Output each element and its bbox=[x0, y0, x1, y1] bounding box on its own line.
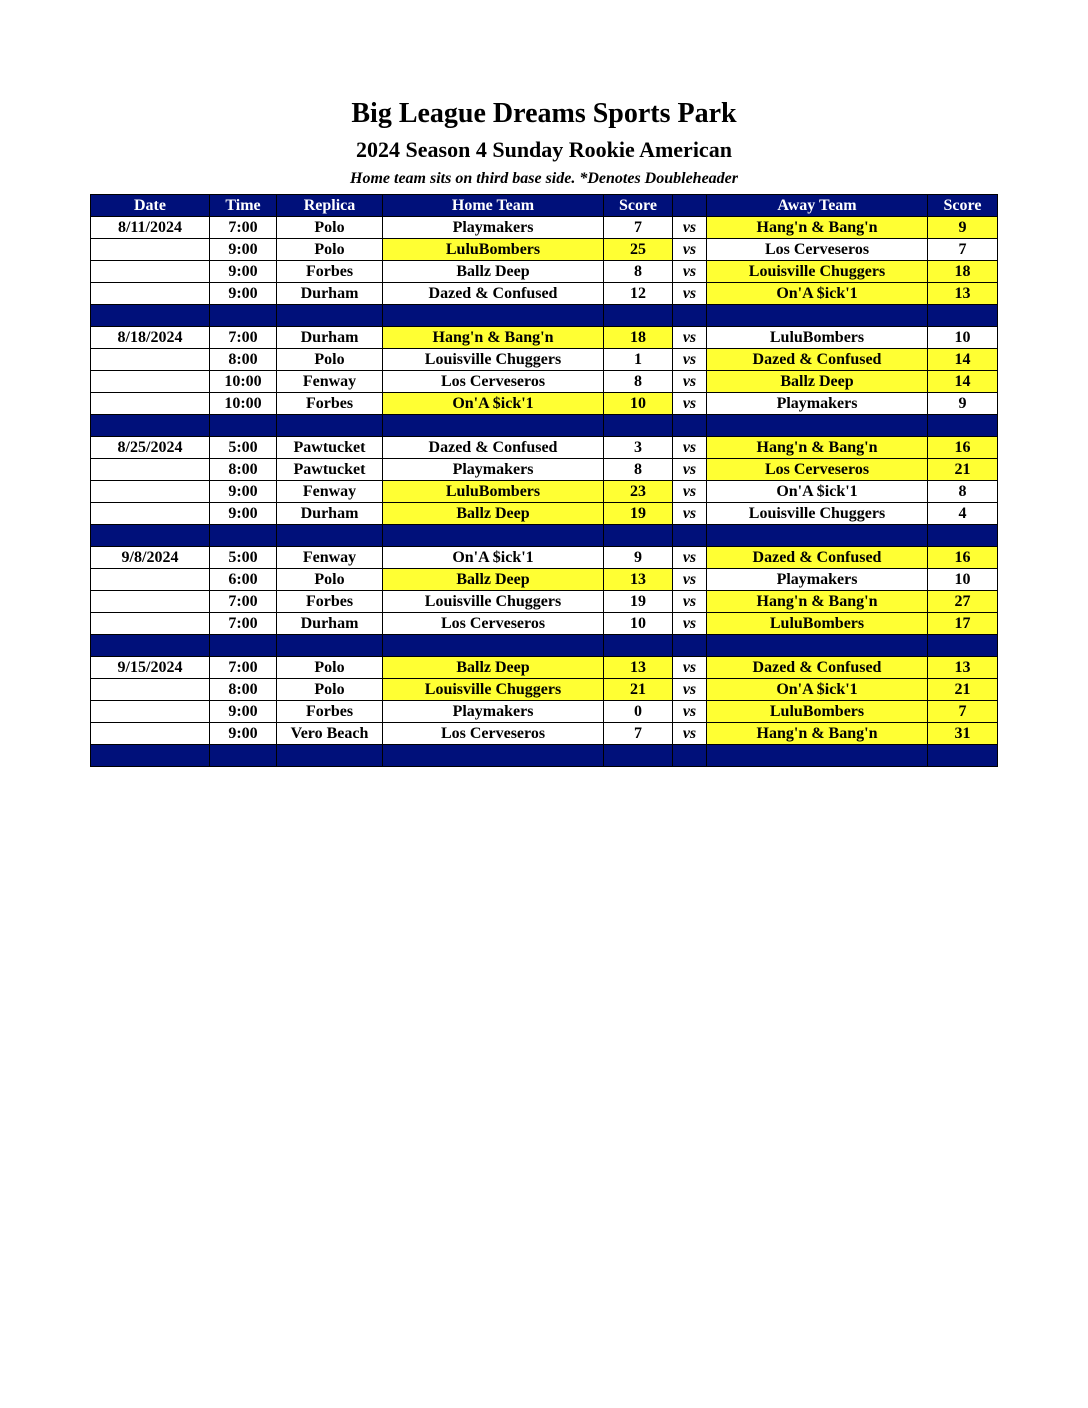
game-replica-field: Polo bbox=[277, 569, 383, 591]
home-team-name: Hang'n & Bang'n bbox=[383, 327, 604, 349]
game-replica-field: Forbes bbox=[277, 393, 383, 415]
game-row bbox=[91, 371, 998, 393]
game-row bbox=[91, 349, 998, 371]
away-team-name: Dazed & Confused bbox=[707, 349, 928, 371]
home-team-score: 25 bbox=[604, 239, 673, 261]
separator-cell bbox=[277, 525, 383, 547]
schedule-body bbox=[91, 217, 998, 767]
game-time: 9:00 bbox=[210, 723, 277, 745]
separator-cell bbox=[91, 415, 210, 437]
schedule-table bbox=[90, 194, 998, 767]
game-row bbox=[91, 613, 998, 635]
vs-label: vs bbox=[673, 437, 707, 459]
away-team-name: Los Cerveseros bbox=[707, 459, 928, 481]
game-replica-field: Forbes bbox=[277, 701, 383, 723]
home-team-name: On'A $ick'1 bbox=[383, 393, 604, 415]
game-date: 8/25/2024 bbox=[91, 437, 210, 459]
away-team-score: 10 bbox=[928, 569, 998, 591]
away-team-name: Hang'n & Bang'n bbox=[707, 723, 928, 745]
game-replica-field: Fenway bbox=[277, 547, 383, 569]
home-team-score: 18 bbox=[604, 327, 673, 349]
vs-label: vs bbox=[673, 701, 707, 723]
away-team-score: 14 bbox=[928, 349, 998, 371]
away-team-score: 10 bbox=[928, 327, 998, 349]
away-team-name: Hang'n & Bang'n bbox=[707, 217, 928, 239]
separator-cell bbox=[673, 745, 707, 767]
game-replica-field: Polo bbox=[277, 679, 383, 701]
separator-cell bbox=[277, 305, 383, 327]
away-team-score: 7 bbox=[928, 239, 998, 261]
game-replica-field: Durham bbox=[277, 327, 383, 349]
vs-label: vs bbox=[673, 503, 707, 525]
vs-label: vs bbox=[673, 613, 707, 635]
away-team-score: 4 bbox=[928, 503, 998, 525]
separator-cell bbox=[91, 525, 210, 547]
home-team-name: Playmakers bbox=[383, 459, 604, 481]
column-header-home-score: Score bbox=[604, 195, 673, 217]
game-row bbox=[91, 217, 998, 239]
home-team-score: 19 bbox=[604, 591, 673, 613]
game-row bbox=[91, 723, 998, 745]
separator-cell bbox=[210, 635, 277, 657]
home-team-score: 7 bbox=[604, 723, 673, 745]
away-team-name: Los Cerveseros bbox=[707, 239, 928, 261]
game-date bbox=[91, 239, 210, 261]
separator-cell bbox=[91, 305, 210, 327]
vs-label: vs bbox=[673, 657, 707, 679]
separator-cell bbox=[383, 415, 604, 437]
game-row bbox=[91, 591, 998, 613]
game-date bbox=[91, 723, 210, 745]
game-date bbox=[91, 261, 210, 283]
separator-cell bbox=[210, 745, 277, 767]
game-row bbox=[91, 503, 998, 525]
home-team-name: Los Cerveseros bbox=[383, 723, 604, 745]
home-team-name: Louisville Chuggers bbox=[383, 591, 604, 613]
game-date bbox=[91, 679, 210, 701]
page-title: Big League Dreams Sports Park bbox=[351, 98, 737, 129]
separator-cell bbox=[604, 415, 673, 437]
home-team-name: Ballz Deep bbox=[383, 503, 604, 525]
separator-cell bbox=[707, 745, 928, 767]
game-replica-field: Forbes bbox=[277, 261, 383, 283]
game-time: 6:00 bbox=[210, 569, 277, 591]
game-time: 8:00 bbox=[210, 459, 277, 481]
home-team-score: 8 bbox=[604, 261, 673, 283]
game-row bbox=[91, 261, 998, 283]
column-header-date: Date bbox=[91, 195, 210, 217]
game-time: 8:00 bbox=[210, 679, 277, 701]
home-team-name: Ballz Deep bbox=[383, 569, 604, 591]
game-row bbox=[91, 481, 998, 503]
game-time: 7:00 bbox=[210, 591, 277, 613]
game-replica-field: Forbes bbox=[277, 591, 383, 613]
separator-cell bbox=[673, 305, 707, 327]
away-team-score: 27 bbox=[928, 591, 998, 613]
game-date: 9/8/2024 bbox=[91, 547, 210, 569]
separator-cell bbox=[707, 635, 928, 657]
schedule-note: Home team sits on third base side. *Denotes Doubleheader bbox=[350, 170, 738, 187]
away-team-name: On'A $ick'1 bbox=[707, 679, 928, 701]
column-header-home-team: Home Team bbox=[383, 195, 604, 217]
away-team-name: Hang'n & Bang'n bbox=[707, 591, 928, 613]
separator-cell bbox=[673, 415, 707, 437]
away-team-name: Playmakers bbox=[707, 393, 928, 415]
game-row bbox=[91, 547, 998, 569]
home-team-name: Dazed & Confused bbox=[383, 437, 604, 459]
game-replica-field: Polo bbox=[277, 239, 383, 261]
game-time: 5:00 bbox=[210, 437, 277, 459]
vs-label: vs bbox=[673, 591, 707, 613]
home-team-score: 23 bbox=[604, 481, 673, 503]
home-team-score: 13 bbox=[604, 569, 673, 591]
game-time: 9:00 bbox=[210, 701, 277, 723]
home-team-score: 0 bbox=[604, 701, 673, 723]
header-row bbox=[91, 195, 998, 217]
game-replica-field: Fenway bbox=[277, 371, 383, 393]
game-time: 9:00 bbox=[210, 283, 277, 305]
game-time: 7:00 bbox=[210, 613, 277, 635]
game-time: 10:00 bbox=[210, 371, 277, 393]
home-team-score: 10 bbox=[604, 613, 673, 635]
game-row bbox=[91, 283, 998, 305]
game-time: 8:00 bbox=[210, 349, 277, 371]
game-replica-field: Durham bbox=[277, 283, 383, 305]
game-replica-field: Polo bbox=[277, 657, 383, 679]
away-team-score: 16 bbox=[928, 547, 998, 569]
game-row bbox=[91, 239, 998, 261]
game-time: 5:00 bbox=[210, 547, 277, 569]
game-time: 7:00 bbox=[210, 657, 277, 679]
vs-label: vs bbox=[673, 261, 707, 283]
game-date bbox=[91, 283, 210, 305]
vs-label: vs bbox=[673, 569, 707, 591]
game-date bbox=[91, 591, 210, 613]
separator-cell bbox=[604, 525, 673, 547]
home-team-name: Los Cerveseros bbox=[383, 371, 604, 393]
home-team-score: 12 bbox=[604, 283, 673, 305]
away-team-name: LuluBombers bbox=[707, 327, 928, 349]
game-time: 10:00 bbox=[210, 393, 277, 415]
vs-label: vs bbox=[673, 393, 707, 415]
away-team-score: 13 bbox=[928, 283, 998, 305]
separator-cell bbox=[928, 415, 998, 437]
separator-cell bbox=[91, 745, 210, 767]
separator-cell bbox=[210, 415, 277, 437]
game-date bbox=[91, 459, 210, 481]
separator-cell bbox=[210, 525, 277, 547]
column-header-away-score: Score bbox=[928, 195, 998, 217]
column-header-replica: Replica bbox=[277, 195, 383, 217]
vs-label: vs bbox=[673, 459, 707, 481]
home-team-score: 19 bbox=[604, 503, 673, 525]
home-team-score: 13 bbox=[604, 657, 673, 679]
away-team-score: 21 bbox=[928, 679, 998, 701]
separator-cell bbox=[928, 305, 998, 327]
home-team-name: Louisville Chuggers bbox=[383, 679, 604, 701]
separator-cell bbox=[707, 415, 928, 437]
separator-cell bbox=[604, 635, 673, 657]
separator-cell bbox=[604, 305, 673, 327]
game-replica-field: Fenway bbox=[277, 481, 383, 503]
vs-label: vs bbox=[673, 481, 707, 503]
column-header-vs bbox=[673, 195, 707, 217]
game-date bbox=[91, 569, 210, 591]
separator-cell bbox=[928, 525, 998, 547]
away-team-name: Dazed & Confused bbox=[707, 657, 928, 679]
home-team-name: Playmakers bbox=[383, 217, 604, 239]
game-date bbox=[91, 371, 210, 393]
home-team-score: 21 bbox=[604, 679, 673, 701]
vs-label: vs bbox=[673, 239, 707, 261]
away-team-score: 17 bbox=[928, 613, 998, 635]
away-team-score: 21 bbox=[928, 459, 998, 481]
separator-cell bbox=[383, 305, 604, 327]
column-header-time: Time bbox=[210, 195, 277, 217]
separator-cell bbox=[673, 635, 707, 657]
week-separator-row bbox=[91, 745, 998, 767]
separator-cell bbox=[928, 635, 998, 657]
game-replica-field: Polo bbox=[277, 349, 383, 371]
separator-cell bbox=[604, 745, 673, 767]
home-team-name: LuluBombers bbox=[383, 481, 604, 503]
separator-cell bbox=[383, 745, 604, 767]
home-team-score: 9 bbox=[604, 547, 673, 569]
page-subtitle: 2024 Season 4 Sunday Rookie American bbox=[356, 137, 732, 162]
game-replica-field: Polo bbox=[277, 217, 383, 239]
home-team-score: 10 bbox=[604, 393, 673, 415]
week-separator-row bbox=[91, 525, 998, 547]
away-team-name: LuluBombers bbox=[707, 613, 928, 635]
away-team-name: Louisville Chuggers bbox=[707, 261, 928, 283]
away-team-name: Louisville Chuggers bbox=[707, 503, 928, 525]
game-date: 8/11/2024 bbox=[91, 217, 210, 239]
home-team-name: Playmakers bbox=[383, 701, 604, 723]
away-team-score: 13 bbox=[928, 657, 998, 679]
separator-cell bbox=[383, 525, 604, 547]
separator-cell bbox=[277, 635, 383, 657]
game-date: 9/15/2024 bbox=[91, 657, 210, 679]
game-row bbox=[91, 327, 998, 349]
home-team-name: Louisville Chuggers bbox=[383, 349, 604, 371]
week-separator-row bbox=[91, 415, 998, 437]
separator-cell bbox=[383, 635, 604, 657]
game-replica-field: Durham bbox=[277, 613, 383, 635]
game-time: 7:00 bbox=[210, 217, 277, 239]
separator-cell bbox=[673, 525, 707, 547]
vs-label: vs bbox=[673, 547, 707, 569]
separator-cell bbox=[277, 745, 383, 767]
game-row bbox=[91, 657, 998, 679]
separator-cell bbox=[210, 305, 277, 327]
separator-cell bbox=[707, 525, 928, 547]
game-time: 7:00 bbox=[210, 327, 277, 349]
game-date bbox=[91, 613, 210, 635]
away-team-name: Hang'n & Bang'n bbox=[707, 437, 928, 459]
away-team-score: 18 bbox=[928, 261, 998, 283]
away-team-name: On'A $ick'1 bbox=[707, 283, 928, 305]
column-header-away-team: Away Team bbox=[707, 195, 928, 217]
game-date bbox=[91, 349, 210, 371]
home-team-name: On'A $ick'1 bbox=[383, 547, 604, 569]
game-date bbox=[91, 393, 210, 415]
home-team-score: 1 bbox=[604, 349, 673, 371]
home-team-name: Dazed & Confused bbox=[383, 283, 604, 305]
vs-label: vs bbox=[673, 723, 707, 745]
game-row bbox=[91, 393, 998, 415]
game-row bbox=[91, 569, 998, 591]
vs-label: vs bbox=[673, 679, 707, 701]
vs-label: vs bbox=[673, 327, 707, 349]
away-team-name: Playmakers bbox=[707, 569, 928, 591]
game-date bbox=[91, 481, 210, 503]
game-row bbox=[91, 679, 998, 701]
vs-label: vs bbox=[673, 371, 707, 393]
away-team-name: Ballz Deep bbox=[707, 371, 928, 393]
separator-cell bbox=[91, 635, 210, 657]
game-replica-field: Pawtucket bbox=[277, 437, 383, 459]
away-team-score: 8 bbox=[928, 481, 998, 503]
separator-cell bbox=[928, 745, 998, 767]
away-team-name: LuluBombers bbox=[707, 701, 928, 723]
week-separator-row bbox=[91, 635, 998, 657]
away-team-score: 31 bbox=[928, 723, 998, 745]
separator-cell bbox=[277, 415, 383, 437]
vs-label: vs bbox=[673, 217, 707, 239]
game-time: 9:00 bbox=[210, 261, 277, 283]
game-replica-field: Pawtucket bbox=[277, 459, 383, 481]
game-row bbox=[91, 701, 998, 723]
vs-label: vs bbox=[673, 349, 707, 371]
vs-label: vs bbox=[673, 283, 707, 305]
home-team-score: 8 bbox=[604, 371, 673, 393]
week-separator-row bbox=[91, 305, 998, 327]
game-date bbox=[91, 701, 210, 723]
home-team-name: Ballz Deep bbox=[383, 657, 604, 679]
away-team-name: Dazed & Confused bbox=[707, 547, 928, 569]
game-time: 9:00 bbox=[210, 503, 277, 525]
home-team-name: LuluBombers bbox=[383, 239, 604, 261]
game-row bbox=[91, 459, 998, 481]
away-team-score: 14 bbox=[928, 371, 998, 393]
game-replica-field: Durham bbox=[277, 503, 383, 525]
separator-cell bbox=[707, 305, 928, 327]
away-team-score: 9 bbox=[928, 393, 998, 415]
away-team-score: 7 bbox=[928, 701, 998, 723]
game-replica-field: Vero Beach bbox=[277, 723, 383, 745]
game-time: 9:00 bbox=[210, 481, 277, 503]
game-date: 8/18/2024 bbox=[91, 327, 210, 349]
home-team-name: Los Cerveseros bbox=[383, 613, 604, 635]
away-team-score: 16 bbox=[928, 437, 998, 459]
home-team-score: 8 bbox=[604, 459, 673, 481]
away-team-name: On'A $ick'1 bbox=[707, 481, 928, 503]
home-team-score: 3 bbox=[604, 437, 673, 459]
home-team-score: 7 bbox=[604, 217, 673, 239]
game-row bbox=[91, 437, 998, 459]
home-team-name: Ballz Deep bbox=[383, 261, 604, 283]
away-team-score: 9 bbox=[928, 217, 998, 239]
game-time: 9:00 bbox=[210, 239, 277, 261]
game-date bbox=[91, 503, 210, 525]
